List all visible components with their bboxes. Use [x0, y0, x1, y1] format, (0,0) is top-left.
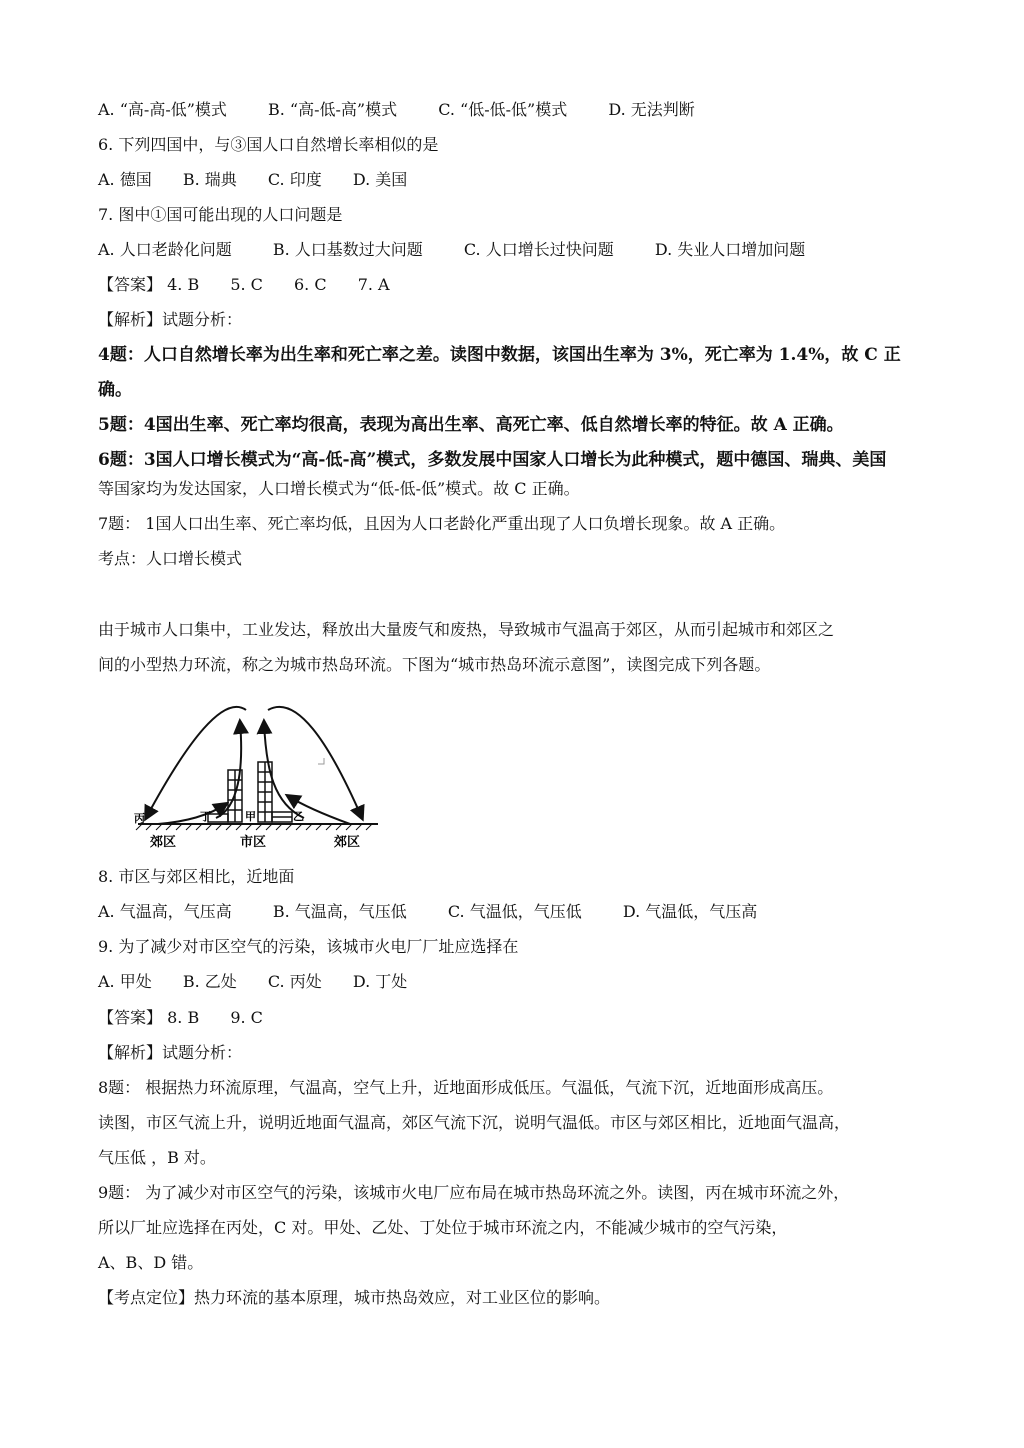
q7-stem: 7. 图中①国可能出现的人口问题是 [98, 205, 343, 224]
label-bing: 丙 [134, 812, 145, 825]
passage-line2: 间的小型热力环流，称之为城市热岛环流。下图为“城市热岛环流示意图”，读图完成下列各题。 [98, 655, 771, 674]
answer-1-item: 7. A [357, 275, 390, 294]
q6-options-line [98, 169, 407, 191]
q5-option-c: C. “低-低-低”模式 [438, 100, 568, 119]
analysis-1-label: 【解析】试题分析： [98, 310, 243, 329]
label-city: 市区 [240, 835, 267, 850]
q5-option-a: A. “高-高-低”模式 [98, 100, 227, 119]
right-inner-rising-arrow [264, 722, 304, 818]
q7-options-line [98, 239, 805, 261]
analysis-1-kaodian: 考点：人口增长模式 [98, 549, 243, 568]
q5-options-line [98, 99, 695, 121]
q8-options-line [98, 901, 757, 923]
analysis-2-q9-line1: 9题： 为了减少对市区空气的污染，该城市火电厂应布局在城市热岛环流之外。读图，丙在城市环流之外， [98, 1183, 850, 1202]
analysis-1-q6-line2: 等国家均为发达国家，人口增长模式为“低-低-低”模式。故 C 正确。 [98, 479, 580, 498]
q8-option-b: B. 气温高，气压低 [272, 902, 407, 921]
q7-option-d: D. 失业人口增加问题 [654, 240, 806, 259]
label-ding: 丁 [200, 810, 211, 823]
answer-2-line [98, 1007, 263, 1029]
q7-option-c: C. 人口增长过快问题 [463, 240, 614, 259]
answer-1-item: 5. C [230, 275, 263, 294]
label-yi: 乙 [293, 810, 304, 823]
q8-option-a: A. 气温高，气压高 [98, 902, 232, 921]
q9-stem: 9. 为了减少对市区空气的污染，该城市火电厂厂址应选择在 [98, 937, 519, 956]
analysis-2-q8-line2: 读图，市区气流上升，说明近地面气温高，郊区气流下沉，说明气温低。市区与郊区相比，近地面气温高， [98, 1113, 851, 1132]
q7-option-b: B. 人口基数过大问题 [272, 240, 423, 259]
analysis-2-label: 【解析】试题分析： [98, 1043, 243, 1062]
analysis-2-q9-line2: 所以厂址应选择在丙处，C 对。甲处、乙处、丁处位于城市环流之内，不能减少城市的空气污染， [98, 1218, 788, 1237]
q5-option-b: B. “高-低-高”模式 [268, 100, 398, 119]
analysis-1-q7: 7题： 1国人口出生率、死亡率均低，且因为人口老龄化严重出现了人口负增长现象。故 A 正确。 [98, 514, 786, 533]
q6-option-b: B. 瑞典 [182, 170, 237, 189]
q6-option-c: C. 印度 [267, 170, 322, 189]
q9-option-d: D. 丁处 [352, 972, 408, 991]
q8-option-c: C. 气温低，气压低 [447, 902, 582, 921]
analysis-1-q4-line2: 确。 [98, 380, 132, 400]
q9-option-b: B. 乙处 [182, 972, 237, 991]
label-suburb-right: 郊区 [334, 835, 361, 850]
analysis-2-q9-line3: A、B、D 错。 [98, 1253, 204, 1272]
analysis-2-q8-line1: 8题： 根据热力环流原理，气温高，空气上升，近地面形成低压。气温低，气流下沉，近地面形成高压。 [98, 1078, 834, 1097]
analysis-1-q4-line1: 4题：人口自然增长率为出生率和死亡率之差。读图中数据，该国出生率为 3%，死亡率为 1.4%，故 C 正 [98, 345, 901, 365]
q6-option-a: A. 德国 [98, 170, 152, 189]
q9-option-c: C. 丙处 [267, 972, 322, 991]
analysis-2-q8-line3: 气压低 ，B 对。 [98, 1148, 216, 1167]
answer-1-label: 【答案】 [98, 275, 163, 294]
analysis-1-q6-line1: 6题：3国人口增长模式为“高-低-高”模式，多数发展中国家人口增长为此种模式，题中德国、瑞典、美国 [98, 450, 887, 470]
answer-1-item: 6. C [294, 275, 327, 294]
answer-2-item: 8. B [167, 1008, 200, 1027]
label-jia: 甲 [245, 810, 256, 823]
answer-1-line [98, 274, 390, 296]
answer-1-item: 4. B [167, 275, 200, 294]
answer-2-label: 【答案】 [98, 1008, 163, 1027]
passage-line1: 由于城市人口集中，工业发达，释放出大量废气和废热，导致城市气温高于郊区，从而引起城市和郊区之 [98, 620, 835, 639]
q7-option-a: A. 人口老龄化问题 [98, 240, 232, 259]
q5-option-d: D. 无法判断 [608, 100, 695, 119]
heat-island-circulation-diagram [128, 700, 388, 855]
analysis-1-q5: 5题：4国出生率、死亡率均很高，表现为高出生率、高死亡率、低自然增长率的特征。故 A 正确。 [98, 415, 844, 435]
return-mark-icon [318, 758, 324, 764]
analysis-2-kaodian: 【考点定位】热力环流的基本原理，城市热岛效应，对工业区位的影响。 [98, 1288, 611, 1307]
answer-2-item: 9. C [230, 1008, 263, 1027]
right-outer-airflow-arrow [268, 707, 362, 818]
q8-option-d: D. 气温低，气压高 [622, 902, 758, 921]
q9-option-a: A. 甲处 [98, 972, 152, 991]
q9-options-line [98, 971, 407, 993]
q6-option-d: D. 美国 [352, 170, 408, 189]
label-suburb-left: 郊区 [150, 835, 177, 850]
q8-stem: 8. 市区与郊区相比，近地面 [98, 867, 295, 886]
q6-stem: 6. 下列四国中，与③国人口自然增长率相似的是 [98, 135, 439, 154]
